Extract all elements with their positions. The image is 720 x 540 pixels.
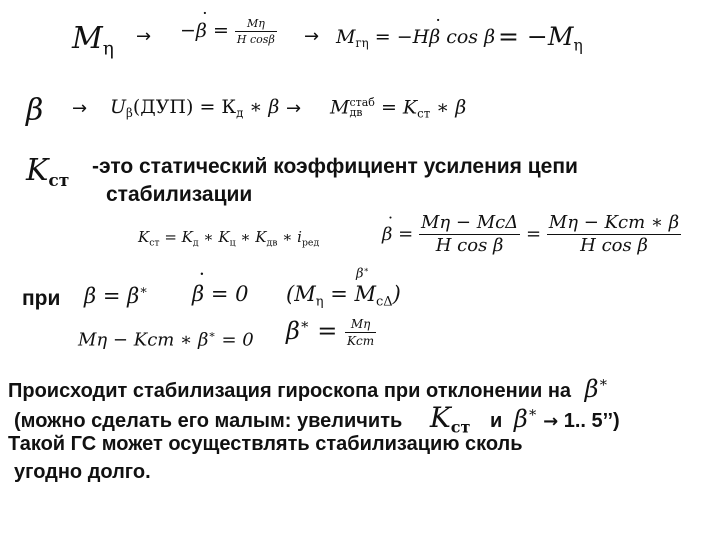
row4-beta-dot-formula: ˙ β = $\frac{\text{Mη − McΔ}}{\text{H cos β}}$ = $\frac{\text{Mη − Kст ∗ β}}{\text{H cos β}}$	[382, 214, 681, 255]
row1-result: = $-M_\eta$	[498, 22, 583, 55]
row6-frac-num: Mη	[345, 318, 376, 333]
arrow-icon: →	[304, 26, 320, 47]
row4-frac2-num: Mη − Kст ∗ β	[548, 212, 680, 233]
row1-formula-1: −˙ β = $\frac{M\eta}{\text{H cosβ}}$	[180, 18, 277, 45]
row3-text-line1: -это статический коэффициент усиления цепи	[92, 155, 578, 178]
row1-formula-2: $M_{г\eta}$ = −H˙ β cos β	[336, 28, 495, 50]
row1-frac-num: Mη	[235, 18, 277, 32]
row4-frac1-num: Mη − McΔ	[420, 212, 519, 233]
arrow-icon: →	[136, 26, 152, 47]
row4-frac2-den: H cos β	[580, 235, 648, 256]
arrow-icon: →	[286, 98, 302, 119]
row5-cond1: β = β∗	[84, 282, 148, 308]
row3-k-symbol: $K_{ст}$	[26, 153, 70, 191]
paragraph-line4: угодно долго.	[14, 461, 151, 483]
row2-beta: β	[26, 93, 44, 128]
paragraph-line3: Такой ГС может осуществлять стабилизацию сколь	[8, 433, 523, 455]
row5-cond3: $(M_\eta = M_{c\Delta})$	[286, 282, 401, 310]
paragraph-line2: (можно сделать его малым: увеличить $K_{ст}$ и β∗ → 1.. 5’’)	[14, 401, 620, 437]
row2-formula-m: M стаб дв = $K_{ст}$ ∗ β	[330, 96, 467, 121]
row5-floating-beta-star: β∗	[356, 265, 369, 282]
arrow-icon: →	[72, 98, 88, 119]
row1-frac-den: H cosβ	[236, 33, 275, 46]
row6-beta-star-fraction: β∗ = $\frac{M\eta}{\text{Kст}}$	[286, 317, 375, 349]
row1-lhs: $M_\eta$	[72, 21, 114, 60]
arrow-icon: →	[543, 411, 559, 432]
row4-kst-formula: $K_{ст} = K_д$ ∗ $K_ц$ ∗ $K_{дв}$ ∗ $i_{ред}$	[138, 228, 320, 249]
row4-frac1-den: H cos β	[435, 235, 504, 256]
paragraph-line1: Происходит стабилизация гироскопа при отклонении на β∗	[8, 375, 609, 404]
row6-equation: Mη − Kст ∗ β∗ = 0	[78, 328, 254, 351]
row2-formula-u: $U_\beta(ДУП) = К_д$ ∗ β	[110, 96, 280, 121]
row6-frac-den: Kст	[347, 334, 375, 349]
row5-cond2: ˙ β = 0	[192, 284, 248, 305]
row3-text-line2: стабилизации	[106, 183, 253, 206]
row5-pri: при	[22, 287, 61, 310]
